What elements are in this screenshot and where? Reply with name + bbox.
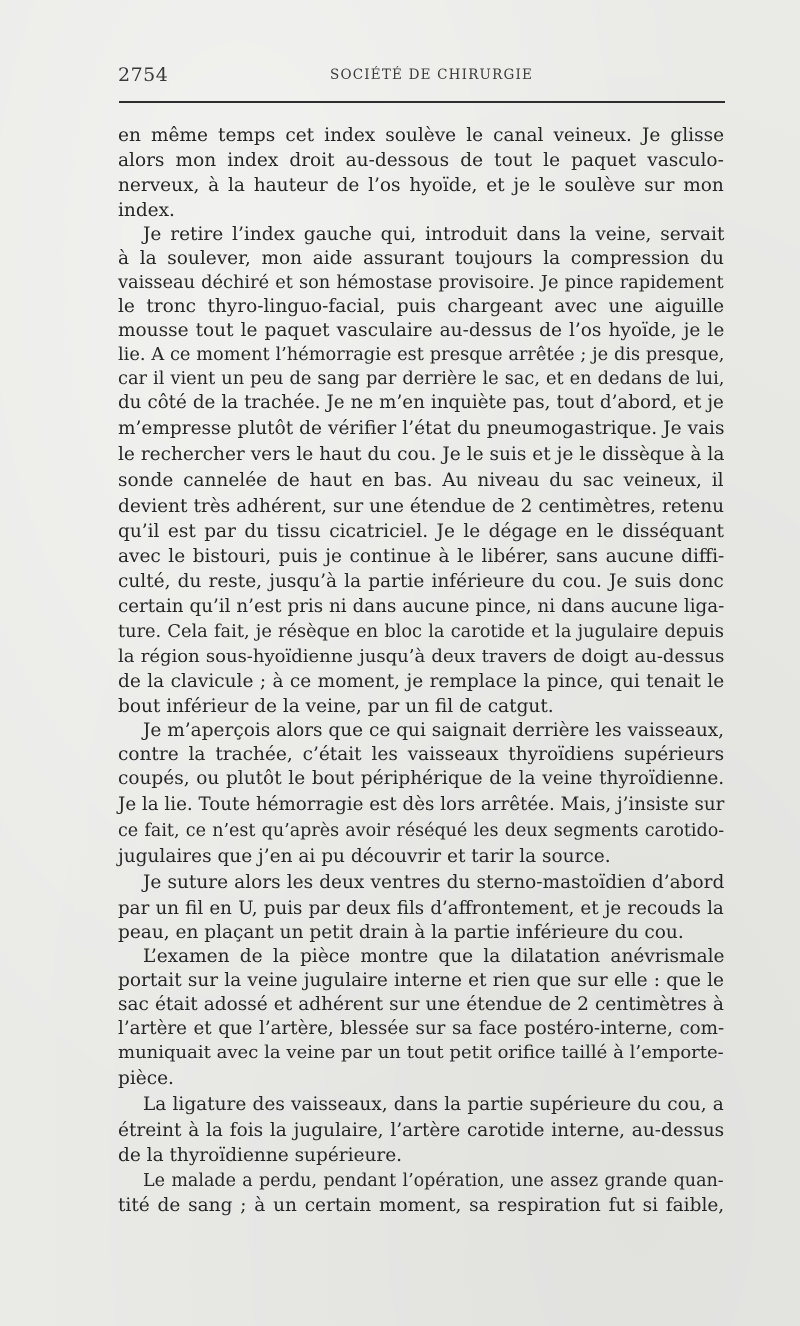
text-line: Le malade a perdu, pendant l’opération, une assez grande quan- bbox=[143, 1171, 724, 1191]
page-number: 2754 bbox=[118, 64, 169, 86]
text-line: le rechercher vers le haut du cou. Je le suis et je le dissèque à la bbox=[118, 444, 725, 465]
text-line: portait sur la veine jugulaire interne et rien que sur elle : que le bbox=[118, 970, 724, 991]
text-line: Je suture alors les deux ventres du sterno-mastoïdien d’abord bbox=[143, 872, 725, 893]
text-line: ture. Cela fait, je résèque en bloc la carotide et la jugulaire depuis bbox=[118, 622, 724, 642]
text-line: tité de sang ; à un certain moment, sa respiration fut si faible, bbox=[118, 1195, 725, 1216]
text-line: vaisseau déchiré et son hémostase provisoire. Je pince rapidement bbox=[118, 273, 724, 293]
text-line: Je retire l’index gauche qui, introduit dans la veine, servait bbox=[143, 224, 725, 245]
text-line: pièce. bbox=[118, 1068, 174, 1089]
text-line: Je la lie. Toute hémorragie est dès lors arrêtée. Mais, j’insiste sur bbox=[118, 794, 725, 815]
text-line: bout inférieur de la veine, par un fil de catgut. bbox=[118, 696, 554, 717]
text-line: certain qu’il n’est pris ni dans aucune pince, ni dans aucune liga- bbox=[118, 596, 725, 617]
text-line: culté, du reste, jusqu’à la partie inférieure du cou. Je suis donc bbox=[118, 571, 724, 592]
text-line: le tronc thyro-linguo-facial, puis chargeant avec une aiguille bbox=[118, 296, 725, 317]
text-line: avec le bistouri, puis je continue à le libérer, sans aucune diffi- bbox=[118, 546, 725, 567]
text-line: car il vient un peu de sang par derrière le sac, et en dedans de lui, bbox=[118, 369, 725, 389]
page-header bbox=[118, 64, 724, 88]
text-line: en même temps cet index soulève le canal veineux. Je glisse bbox=[118, 125, 725, 146]
text-line: l’artère et que l’artère, blessée sur sa face postéro-interne, com- bbox=[118, 1018, 725, 1039]
text-line: à la soulever, mon aide assurant toujours la compression du bbox=[118, 248, 724, 269]
text-line: La ligature des vaisseaux, dans la partie supérieure du cou, a bbox=[143, 1094, 724, 1115]
text-line: devient très adhérent, sur une étendue de 2 centimètres, retenu bbox=[118, 496, 725, 517]
text-line: alors mon index droit au-dessous de tout le paquet vasculo- bbox=[118, 150, 724, 171]
text-line: index. bbox=[118, 200, 175, 221]
text-line: la région sous-hyoïdienne jusqu’à deux travers de doigt au-dessus bbox=[118, 646, 725, 667]
text-line: sonde cannelée de haut en bas. Au niveau du sac veineux, il bbox=[118, 470, 724, 491]
text-line: de la thyroïdienne supérieure. bbox=[118, 1145, 403, 1166]
text-line: du côté de la trachée. Je ne m’en inquiète pas, tout d’abord, et je bbox=[118, 392, 724, 413]
header-rule bbox=[119, 101, 725, 103]
text-line: jugulaires que j’en ai pu découvrir et tarir la source. bbox=[118, 846, 611, 867]
text-line: contre la trachée, c’était les vaisseaux thyroïdiens supérieurs bbox=[118, 744, 725, 765]
text-line: de la clavicule ; à ce moment, je remplace la pince, qui tenait le bbox=[118, 671, 725, 692]
text-line: coupés, ou plutôt le bout périphérique de la veine thyroïdienne. bbox=[118, 768, 725, 789]
text-line: par un fil en U, puis par deux fils d’affrontement, et je recouds la bbox=[118, 898, 724, 919]
text-line: lie. A ce moment l’hémorragie est presque arrêtée ; je dis presque, bbox=[118, 345, 725, 365]
text-line: L’examen de la pièce montre que la dilatation anévrismale bbox=[143, 946, 725, 967]
text-line: sac était adossé et adhérent sur une étendue de 2 centimètres à bbox=[118, 994, 724, 1015]
text-line: qu’il est par du tissu cicatriciel. Je le dégage en le disséquant bbox=[118, 521, 724, 542]
text-line: peau, en plaçant un petit drain à la partie inférieure du cou. bbox=[118, 922, 684, 943]
text-line: nerveux, à la hauteur de l’os hyoïde, et je le soulève sur mon bbox=[118, 175, 724, 196]
text-line: Je m’aperçois alors que ce qui saignait derrière les vaisseaux, bbox=[143, 720, 725, 741]
text-line: muniquait avec la veine par un tout petit orifice taillé à l’emporte- bbox=[118, 1042, 724, 1063]
text-line: étreint à la fois la jugulaire, l’artère carotide interne, au-dessus bbox=[118, 1120, 725, 1141]
text-line: m’empresse plutôt de vérifier l’état du pneumogastrique. Je vais bbox=[118, 418, 725, 439]
text-line: ce fait, ce n’est qu’après avoir réséqué les deux segments carotido- bbox=[118, 821, 725, 841]
text-line: mousse tout le paquet vasculaire au-dessus de l’os hyoïde, je le bbox=[118, 320, 725, 341]
running-head: SOCIÉTÉ DE CHIRURGIE bbox=[330, 67, 534, 83]
